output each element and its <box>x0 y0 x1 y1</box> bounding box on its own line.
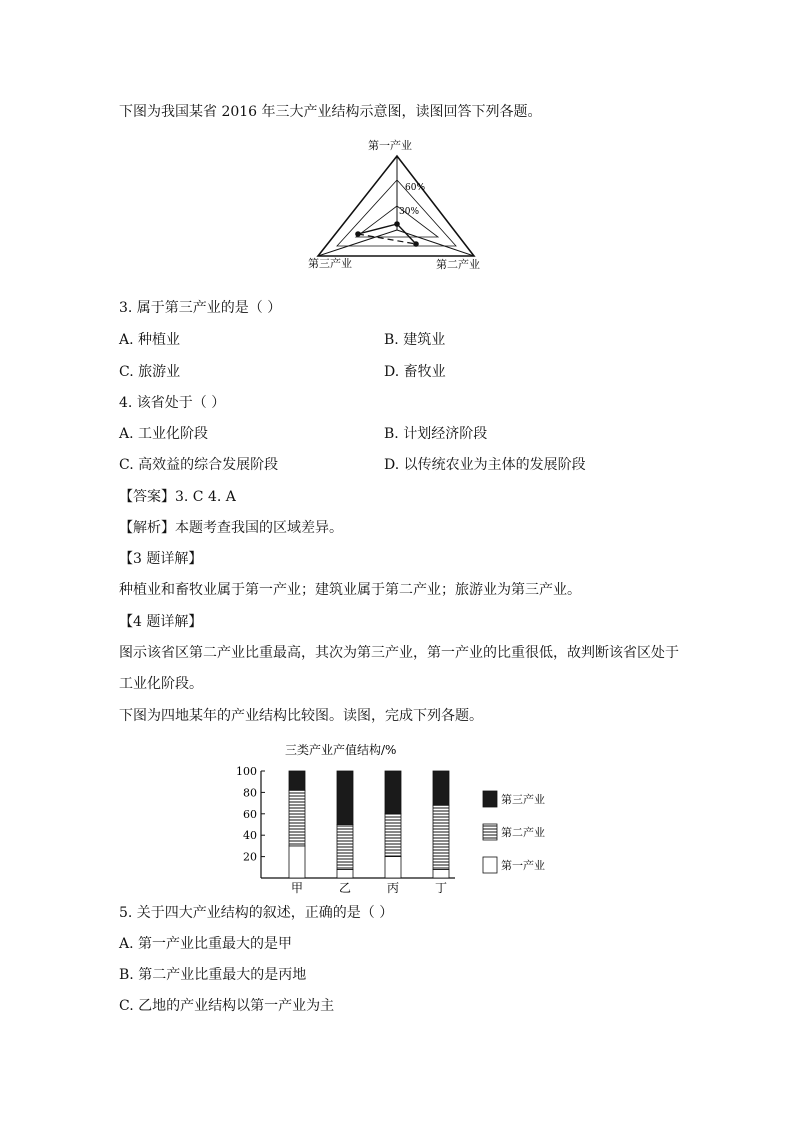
analysis-line: 【解析】本题考查我国的区域差异。 <box>119 520 343 536</box>
q3-option-c: C. 旅游业 <box>119 364 181 380</box>
legend-label-0: 第一产业 <box>501 859 545 872</box>
bar-2-series-2 <box>385 771 401 814</box>
tick-60: 60% <box>405 183 426 193</box>
y-tick-label-100: 100 <box>236 765 257 778</box>
bar-3-series-2 <box>433 771 449 805</box>
q3-stem: 3. 属于第三产业的是（ ） <box>119 300 282 316</box>
industry-structure-bar-chart <box>225 738 565 898</box>
q5-stem: 5. 关于四大产业结构的叙述，正确的是（ ） <box>119 905 394 921</box>
x-label-0: 甲 <box>290 881 304 895</box>
q4-option-d: D. 以传统农业为主体的发展阶段 <box>384 457 586 473</box>
intro-text-2: 下图为四地某年的产业结构比较图。读图，完成下列各题。 <box>119 708 483 724</box>
label-tertiary: 第三产业 <box>308 257 352 270</box>
x-label-2: 丙 <box>386 881 400 895</box>
q5-option-b: B. 第二产业比重最大的是丙地 <box>119 967 307 983</box>
answer-line: 【答案】3. C 4. A <box>119 489 236 505</box>
legend-swatch-2 <box>483 791 497 807</box>
industry-triangle-diagram <box>300 134 500 274</box>
y-tick-label-20: 20 <box>243 850 257 864</box>
bar-3-series-0 <box>433 869 449 878</box>
q5-option-c: C. 乙地的产业结构以第一产业为主 <box>119 998 335 1014</box>
bar-1-series-2 <box>337 771 353 825</box>
x-label-3: 丁 <box>434 881 448 895</box>
y-tick-label-60: 60 <box>243 807 257 821</box>
bar-2-series-0 <box>385 857 401 878</box>
q5-option-a: A. 第一产业比重最大的是甲 <box>119 936 293 952</box>
y-tick-label-80: 80 <box>243 786 257 800</box>
label-secondary: 第二产业 <box>436 258 480 271</box>
detail-4-title: 【4 题详解】 <box>119 614 203 630</box>
point-tertiary <box>355 231 361 237</box>
q3-option-d: D. 畜牧业 <box>384 364 446 380</box>
label-primary: 第一产业 <box>368 139 412 152</box>
point-primary <box>394 221 400 227</box>
detail-4-text-1: 图示该省区第二产业比重最高，其次为第三产业，第一产业的比重很低，故判断该省区处于 <box>119 645 679 661</box>
chart-title: 三类产业产值结构/% <box>285 743 397 757</box>
bar-0-series-1 <box>289 790 305 846</box>
bar-3-series-1 <box>433 805 449 869</box>
detail-4-text-2: 工业化阶段。 <box>119 676 203 692</box>
bar-0-series-0 <box>289 846 305 878</box>
detail-3-title: 【3 题详解】 <box>119 551 203 567</box>
intro-text-1: 下图为我国某省 2016 年三大产业结构示意图，读图回答下列各题。 <box>119 104 542 120</box>
q4-option-a: A. 工业化阶段 <box>119 426 209 442</box>
q3-option-a: A. 种植业 <box>119 332 181 348</box>
bar-0-series-2 <box>289 771 305 790</box>
q4-stem: 4. 该省处于（ ） <box>119 395 226 411</box>
detail-3-text: 种植业和畜牧业属于第一产业；建筑业属于第二产业；旅游业为第三产业。 <box>119 582 581 598</box>
q4-option-b: B. 计划经济阶段 <box>384 426 488 442</box>
point-secondary <box>413 241 419 247</box>
legend-swatch-1 <box>483 824 497 840</box>
bar-1-series-0 <box>337 869 353 878</box>
tick-30: 30% <box>399 207 420 217</box>
legend-label-1: 第二产业 <box>501 826 545 839</box>
bar-1-series-1 <box>337 825 353 870</box>
q3-option-b: B. 建筑业 <box>384 332 446 348</box>
q4-option-c: C. 高效益的综合发展阶段 <box>119 457 279 473</box>
x-label-1: 乙 <box>338 881 352 895</box>
legend-label-2: 第三产业 <box>501 793 545 806</box>
y-tick-label-40: 40 <box>243 829 257 843</box>
legend-swatch-0 <box>483 857 497 873</box>
bar-2-series-1 <box>385 814 401 857</box>
